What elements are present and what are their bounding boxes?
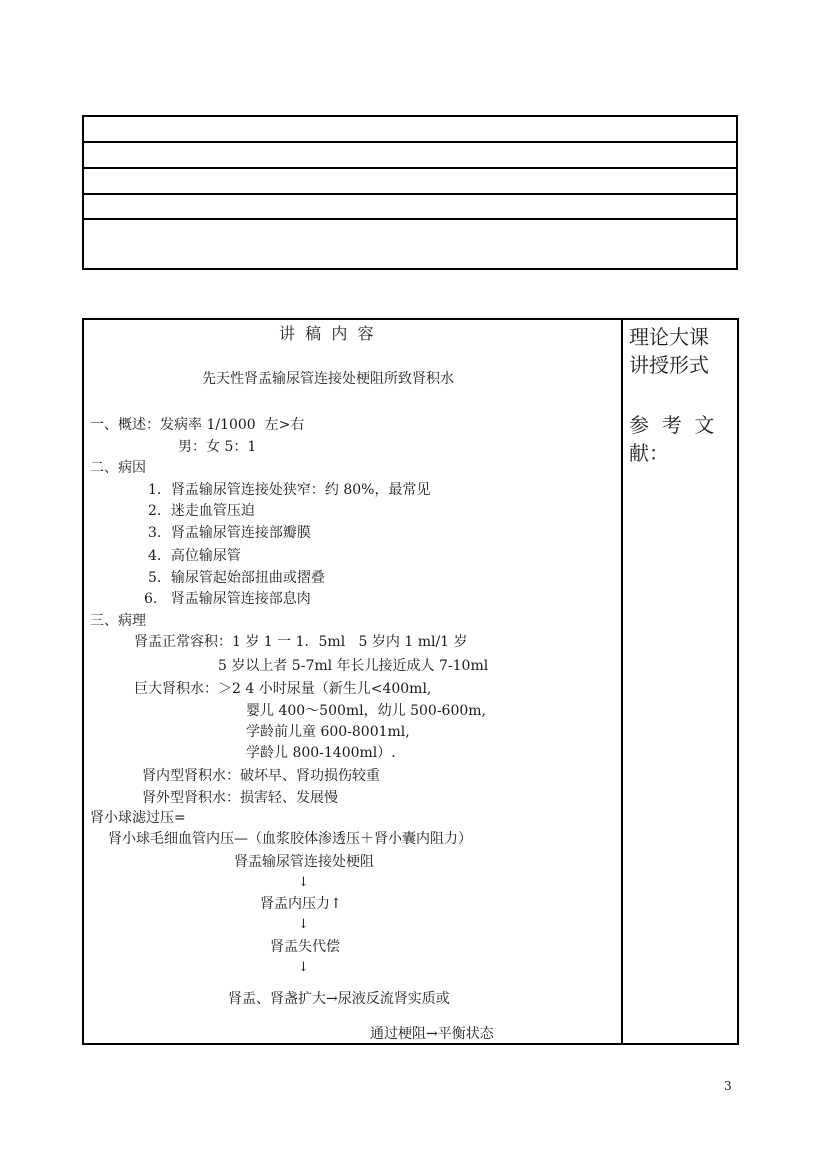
text-line: 5 岁以上者 5-7ml 年长儿接近成人 7-10ml	[218, 658, 489, 674]
text-line: 肾小球滤过压=	[90, 810, 186, 826]
list-item: 4．高位输尿管	[148, 548, 241, 564]
text-line: 学龄前儿童 600-8001ml,	[246, 724, 410, 740]
flow-step: 肾盂、肾盏扩大→尿液反流肾实质或	[228, 991, 450, 1007]
list-item: 3．肾盂输尿管连接部瓣膜	[148, 525, 311, 541]
table-row	[84, 167, 736, 169]
flow-step: 肾盂输尿管连接处梗阻	[234, 854, 374, 870]
flow-step: 通过梗阻→平衡状态	[370, 1026, 494, 1042]
teaching-form-line2: 讲授形式	[629, 353, 709, 377]
text-line: 巨大肾积水：＞2 4 小时尿量（新生儿<400ml,	[134, 681, 432, 697]
text-line: 学龄儿 800-1400ml）.	[246, 745, 396, 761]
flow-step: 肾盂失代偿	[270, 939, 340, 955]
flow-arrow-icon: ↓	[298, 960, 309, 975]
section-heading: 二、病因	[90, 460, 146, 476]
teaching-form-line1: 理论大课	[629, 325, 709, 349]
references-label-line2: 献：	[629, 441, 669, 465]
lecture-subtitle: 先天性肾盂输尿管连接处梗阻所致肾积水	[202, 371, 454, 387]
overview-line: 一、概述：发病率 1/1000 左>右	[90, 417, 305, 433]
text-line: 肾盂正常容积：1 岁 1 一 1．5ml 5 岁内 1 ml/1 岁	[134, 634, 468, 650]
column-divider	[621, 320, 623, 1043]
list-item: 1．肾盂输尿管连接处狭窄：约 80%，最常见	[148, 482, 431, 498]
text-line: 肾外型肾积水：损害轻、发展慢	[142, 790, 338, 806]
flow-arrow-icon: ↓	[298, 917, 309, 932]
list-item: 5．输尿管起始部扭曲或摺叠	[148, 570, 325, 586]
list-item: 2．迷走血管压迫	[148, 503, 255, 519]
lecture-table	[82, 318, 739, 1045]
text-line: 肾小球毛细血管内压—（血浆胶体渗透压＋肾小囊内阻力）	[108, 831, 472, 847]
references-label-line1: 参 考 文	[629, 413, 715, 437]
table-row	[84, 193, 736, 195]
table-row	[84, 218, 736, 220]
lecture-header-title: 讲 稿 内 容	[279, 324, 374, 343]
text-line: 肾内型肾积水：破坏早、肾功损伤较重	[142, 768, 380, 784]
table-row	[84, 141, 736, 143]
text-line: 男：女 5：1	[178, 439, 257, 455]
section-heading: 三、病理	[90, 613, 146, 629]
list-item: 6. 肾盂输尿管连接部息肉	[144, 591, 311, 607]
flow-step: 肾盂内压力↑	[260, 896, 342, 912]
flow-arrow-icon: ↓	[298, 875, 309, 890]
page-number: 3	[724, 1079, 732, 1093]
text-line: 婴儿 400～500ml，幼儿 500-600m,	[246, 703, 486, 719]
header-info-table	[82, 115, 738, 270]
